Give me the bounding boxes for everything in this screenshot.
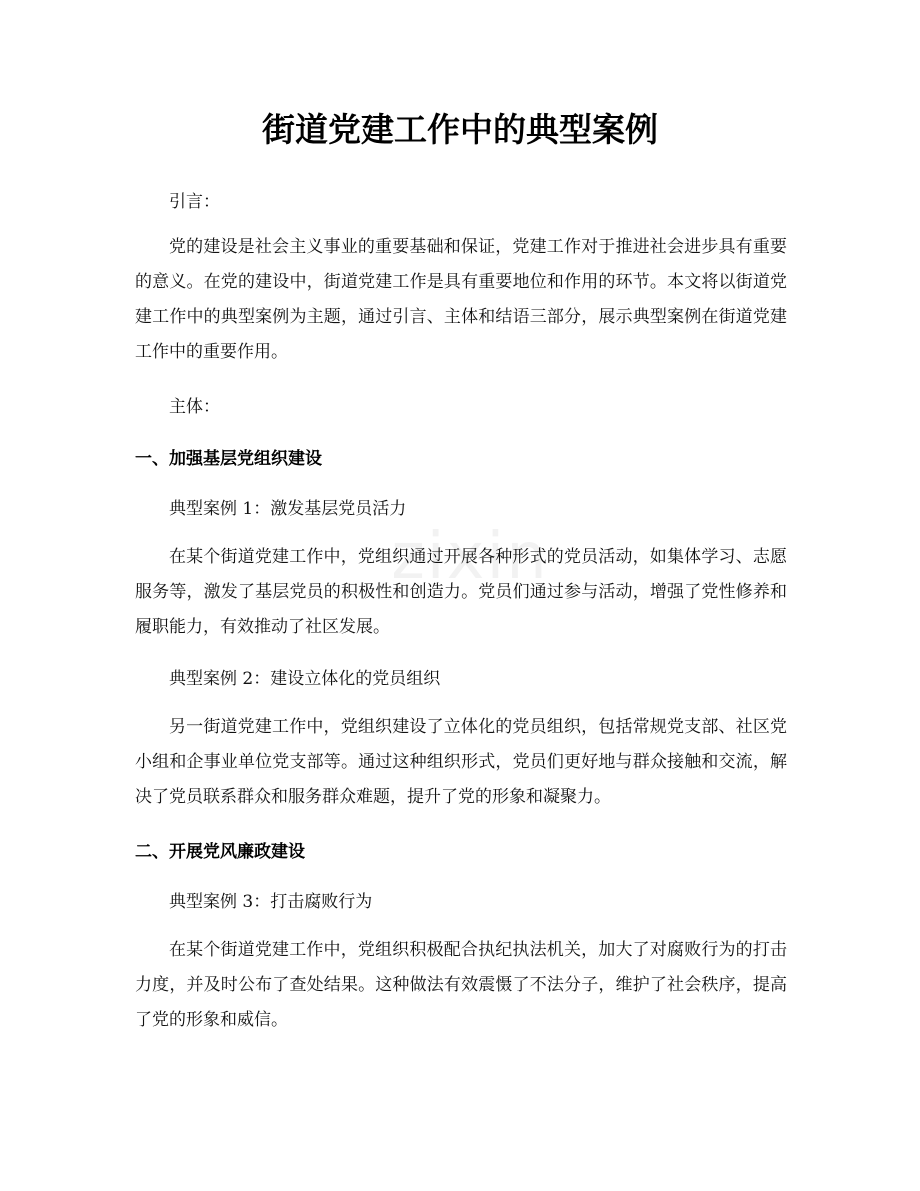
case2-paragraph: 另一街道党建工作中，党组织建设了立体化的党员组织，包括常规党支部、社区党小组和企事业单位党支部等。通过这种组织形式，党员们更好地与群众接触和交流，解决了党员联系群众和服务群众难题，提升了党的形象和凝聚力。 xyxy=(135,717,787,807)
intro-paragraph: 党的建设是社会主义事业的重要基础和保证，党建工作对于推进社会进步具有重要的意义。在党的建设中，街道党建工作是具有重要地位和作用的环节。本文将以街道党建工作中的典型案例为主题，通过引言、主体和结语三部分，展示典型案例在街道党建工作中的重要作用。 xyxy=(135,237,787,362)
case1-paragraph: 在某个街道党建工作中，党组织通过开展各种形式的党员活动，如集体学习、志愿服务等，激发了基层党员的积极性和创造力。党员们通过参与活动，增强了党性修养和履职能力，有效推动了社区发展。 xyxy=(135,547,787,637)
intro-label: 引言： xyxy=(169,192,220,212)
section1-heading: 一、加强基层党组织建设 xyxy=(135,449,322,469)
case3-paragraph: 在某个街道党建工作中，党组织积极配合执纪执法机关，加大了对腐败行为的打击力度，并及时公布了查处结果。这种做法有效震慑了不法分子，维护了社会秩序，提高了党的形象和威信。 xyxy=(135,940,787,1030)
case3-title: 典型案例 3：打击腐败行为 xyxy=(169,892,373,912)
watermark: zixin xyxy=(391,520,549,594)
case1-title: 典型案例 1：激发基层党员活力 xyxy=(169,499,407,519)
case2-title: 典型案例 2：建设立体化的党员组织 xyxy=(169,669,441,689)
document-title: 街道党建工作中的典型案例 xyxy=(262,110,658,149)
section2-heading: 二、开展党风廉政建设 xyxy=(135,842,305,862)
body-label: 主体： xyxy=(169,397,220,417)
